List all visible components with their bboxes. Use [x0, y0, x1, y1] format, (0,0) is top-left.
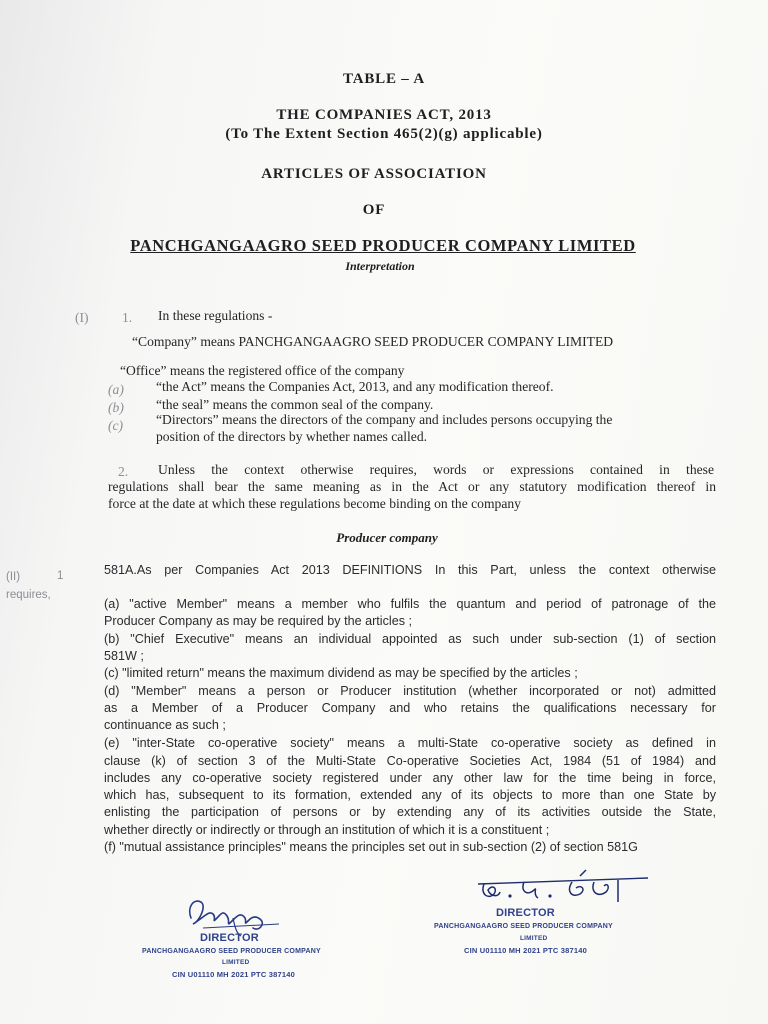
item-c-text: “Directors” means the directors of the company and includes persons occupying the — [156, 412, 613, 427]
extent-line: (To The Extent Section 465(2)(g) applicable) — [225, 126, 543, 142]
definition-line: (f) "mutual assistance principles" means the principles set out in sub-section (2) of section 581G — [104, 840, 638, 854]
definition-line: as a Member of a Producer Company and who retains the qualifications necessary for — [104, 701, 716, 715]
definitions-intro: 581A.As per Companies Act 2013 DEFINITIONS In this Part, unless the context otherwise — [104, 563, 716, 577]
item-a-text: “the Act” means the Companies Act, 2013, and any modification thereof. — [156, 379, 554, 394]
articles-title: ARTICLES OF ASSOCIATION — [261, 166, 487, 182]
clause-two-line-3: force at the date at which these regulations become binding on the company — [108, 496, 521, 511]
clause-two-line-1: Unless the context otherwise requires, words or expressions contained in these — [158, 462, 714, 477]
act-title: THE COMPANIES ACT, 2013 — [276, 107, 492, 123]
definition-line: Producer Company as may be required by the articles ; — [104, 614, 412, 628]
definition-line: 581W ; — [104, 649, 144, 663]
part-one-marker: (I) — [75, 310, 89, 325]
definition-line: continuance as such ; — [104, 718, 226, 732]
definition-line: whether directly or indirectly or through an institution of which it is a constituent ; — [104, 823, 550, 837]
interpretation-subtitle: Interpretation — [345, 259, 415, 273]
clause-two-number: 2. — [118, 464, 129, 479]
company-definition: “Company” means PANCHGANGAAGRO SEED PRODUCER COMPANY LIMITED — [132, 334, 614, 349]
left-stamp-title: DIRECTOR — [200, 932, 259, 944]
definition-line: (c) "limited return" means the maximum dividend as may be specified by the articles ; — [104, 666, 578, 680]
clause-two-line-2: regulations shall bear the same meaning as in the Act or any statutory modification thereof in — [108, 479, 716, 494]
regulations-intro: In these regulations - — [158, 308, 273, 323]
company-name: PANCHGANGAAGRO SEED PRODUCER COMPANY LIMITED — [130, 236, 636, 255]
definition-line: enlisting the participation of persons or by extending any of its activities outside the State, — [104, 805, 716, 819]
left-stamp-company: PANCHGANGAAGRO SEED PRODUCER COMPANY — [142, 948, 321, 955]
item-b-marker: (b) — [108, 400, 124, 415]
directors-continuation: position of the directors by whether names called. — [156, 429, 428, 444]
definition-line: clause (k) of section 3 of the Multi-State Co-operative Societies Act, 1984 (51 of 1984) and — [104, 754, 716, 768]
definition-line: includes any co-operative society registered under any other law for the time being in force, — [104, 771, 716, 785]
right-stamp-company: PANCHGANGAAGRO SEED PRODUCER COMPANY — [434, 923, 613, 930]
definition-line: (e) "inter-State co-operative society" means a multi-State co-operative society as defined in — [104, 736, 716, 750]
part-two-marker: (II) — [6, 571, 21, 583]
definition-line: (a) "active Member" means a member who fulfils the quantum and period of patronage of the — [104, 597, 716, 611]
item-c-marker: (c) — [108, 418, 124, 433]
right-stamp-title: DIRECTOR — [496, 907, 555, 919]
left-stamp-limited: LIMITED — [222, 959, 250, 966]
definition-line: (d) "Member" means a person or Producer institution (whether incorporated or not) admitted — [104, 684, 716, 698]
of-line: OF — [362, 202, 386, 218]
right-signature — [468, 868, 658, 912]
right-stamp-cin: CIN U01110 MH 2021 PTC 387140 — [464, 946, 587, 955]
part-two-number: 1 — [57, 570, 64, 582]
right-stamp-limited: LIMITED — [520, 935, 548, 942]
requires-word: requires, — [6, 589, 51, 601]
table-label: TABLE – A — [343, 71, 425, 87]
part-one-number: 1. — [122, 310, 133, 325]
definition-line: (b) "Chief Executive" means an individual appointed as such under sub-section (1) of section — [104, 632, 716, 646]
definition-line: which has, subsequent to its formation, extended any of its objects to more than one State by — [104, 788, 716, 802]
office-definition: “Office” means the registered office of the company — [120, 363, 405, 378]
item-b-text: “the seal” means the common seal of the company. — [156, 397, 434, 412]
item-a-marker: (a) — [108, 382, 124, 397]
producer-company-title: Producer company — [336, 530, 438, 545]
left-stamp-cin: CIN U01110 MH 2021 PTC 387140 — [172, 970, 295, 979]
left-signature — [183, 888, 293, 938]
